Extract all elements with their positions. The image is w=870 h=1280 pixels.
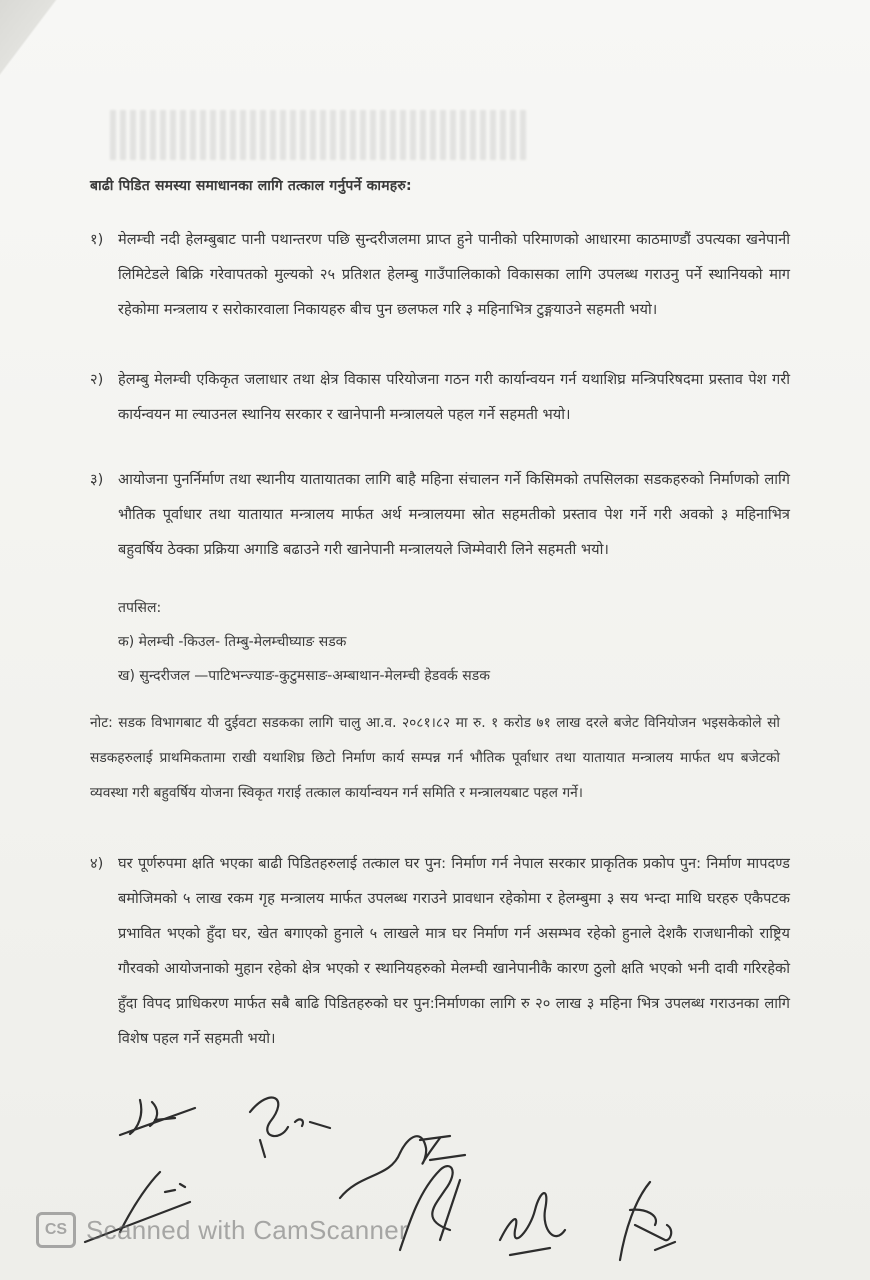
signature-2 <box>230 1082 340 1162</box>
item-number: २) <box>90 371 104 388</box>
camscanner-watermark <box>36 1212 408 1248</box>
item-text: हेलम्बु मेलम्ची एकिकृत जलाधार तथा क्षेत्र विकास परियोजना गठन गरी कार्यान्वयन गर्न यथाशिघ्र मन्त्रिपरिषदमा प्रस्ताव पेश गरी कार्यन्वयन मा ल्याउनल स्थानिय सरकार र खानेपानी मन्त्रालयले पहल गर्ने सहमती भयो। <box>118 371 790 423</box>
item-text: घर पूर्णरुपमा क्षति भएका बाढी पिडितहरुलाई तत्काल घर पुन: निर्माण गर्न नेपाल सरकार प्राकृतिक प्रकोप पुन: निर्माण मापदण्ड बमोजिमको ५ लाख रकम गृह मन्त्रालय मार्फत उपलब्ध गराउने प्रावधान रहेकोमा र हेलम्बुमा ३ सय भन्दा माथि घरहरु एकैपटक प्रभावित भएको हुँदा घर, खेत बगाएको हुनाले ५ लाखले मात्र घर निर्माण गर्न असम्भव रहेको हुनाले देशकै राजधानीको राष्ट्रिय गौरवको आयोजनाको मुहान रहेको क्षेत्र भएको र स्थानियहरुको मेलम्ची खानेपानीकै कारण ठुलो क्षति भएको भनी दावी गरिरहेको हुँदा विपद प्राधिकरण मार्फत सबै बाढि पिडितहरुको घर पुन:निर्माणका लागि रु २० लाख ३ महिना भित्र उपलब्ध गराउनका लागि विशेष पहल गर्ने सहमती भयो। <box>118 855 790 1047</box>
document-heading: बाढी पिडित समस्या समाधानका लागि तत्काल गर्नुपर्ने कामहरु: <box>90 178 412 194</box>
item-text: आयोजना पुनर्निर्माण तथा स्थानीय यातायातका लागि बाहै महिना संचालन गर्ने किसिमको तपसिलका सडकहरुको निर्माणको लागि भौतिक पूर्वाधार तथा यातायात मन्त्रालय मार्फत अर्थ मन्त्रालयमा स्रोत सहमतीको प्रस्ताव पेश गर्ने गरी अवको ३ महिनाभित्र बहुवर्षिय ठेक्का प्रक्रिया अगाडि बढाउने गरी खानेपानी मन्त्रालयले जिम्मेवारी लिने सहमती भयो। <box>118 471 790 558</box>
tapasil-item-a: क) मेलम्ची -किउल- तिम्बु-मेलम्चीघ्याङ सडक <box>118 634 347 650</box>
item-number: ३) <box>90 471 104 488</box>
list-item-2 <box>90 362 790 432</box>
item-number: १) <box>90 231 104 248</box>
note-paragraph: नोट: सडक विभागबाट यी दुईवटा सडकका लागि चालु आ.व. २०८१।८२ मा रु. १ करोड ७१ लाख दरले बजेट विनियोजन भइसकेकोले सो सडकहरुलाई प्राथमिकतामा राखी यथाशिघ्र छिटो निर्माण कार्य सम्पन्न गर्न भौतिक पूर्वाधार तथा यातायात मन्त्रालय मार्फत थप बजेटको व्यवस्था गरी बहुवर्षिय योजना स्विकृत गराई तत्काल कार्यान्वयन गर्न समिति र मन्त्रालयबाट पहल गर्ने। <box>90 715 780 801</box>
signature-7 <box>605 1170 685 1270</box>
list-item-4 <box>90 846 790 1056</box>
list-item-1 <box>90 222 790 327</box>
watermark-text: Scanned with CamScanner <box>86 1214 408 1245</box>
signature-6 <box>490 1170 570 1270</box>
tapasil-item-b: ख) सुन्दरीजल —पाटिभन्ज्याङ-कुटुमसाङ-अम्बाथान-मेलम्ची हेडवर्क सडक <box>118 668 490 684</box>
item-number: ४) <box>90 855 104 872</box>
signature-1 <box>100 1090 210 1150</box>
list-item-3 <box>90 462 790 567</box>
show-through-text <box>110 110 530 160</box>
tapasil-label: तपसिल: <box>118 600 162 616</box>
camscanner-logo: CS <box>36 1212 76 1248</box>
item-text: मेलम्ची नदी हेलम्बुबाट पानी पथान्तरण पछि सुन्दरीजलमा प्राप्त हुने पानीको परिमाणको आधारमा काठमाण्डौं उपत्यका खनेपानी लिमिटेडले बिक्रि गरेवापतको मुल्यको २५ प्रतिशत हेलम्बु गाउँपालिकाको विकासका लागि उपलब्ध गराउनु पर्ने स्थानियको माग रहेकोमा मन्त्रलाय र सरोकारवाला निकायहरु बीच पुन छलफल गरि ३ महिनाभित्र टुङ्गयाउने सहमती भयो। <box>118 231 790 318</box>
page-corner-fold <box>0 0 129 110</box>
